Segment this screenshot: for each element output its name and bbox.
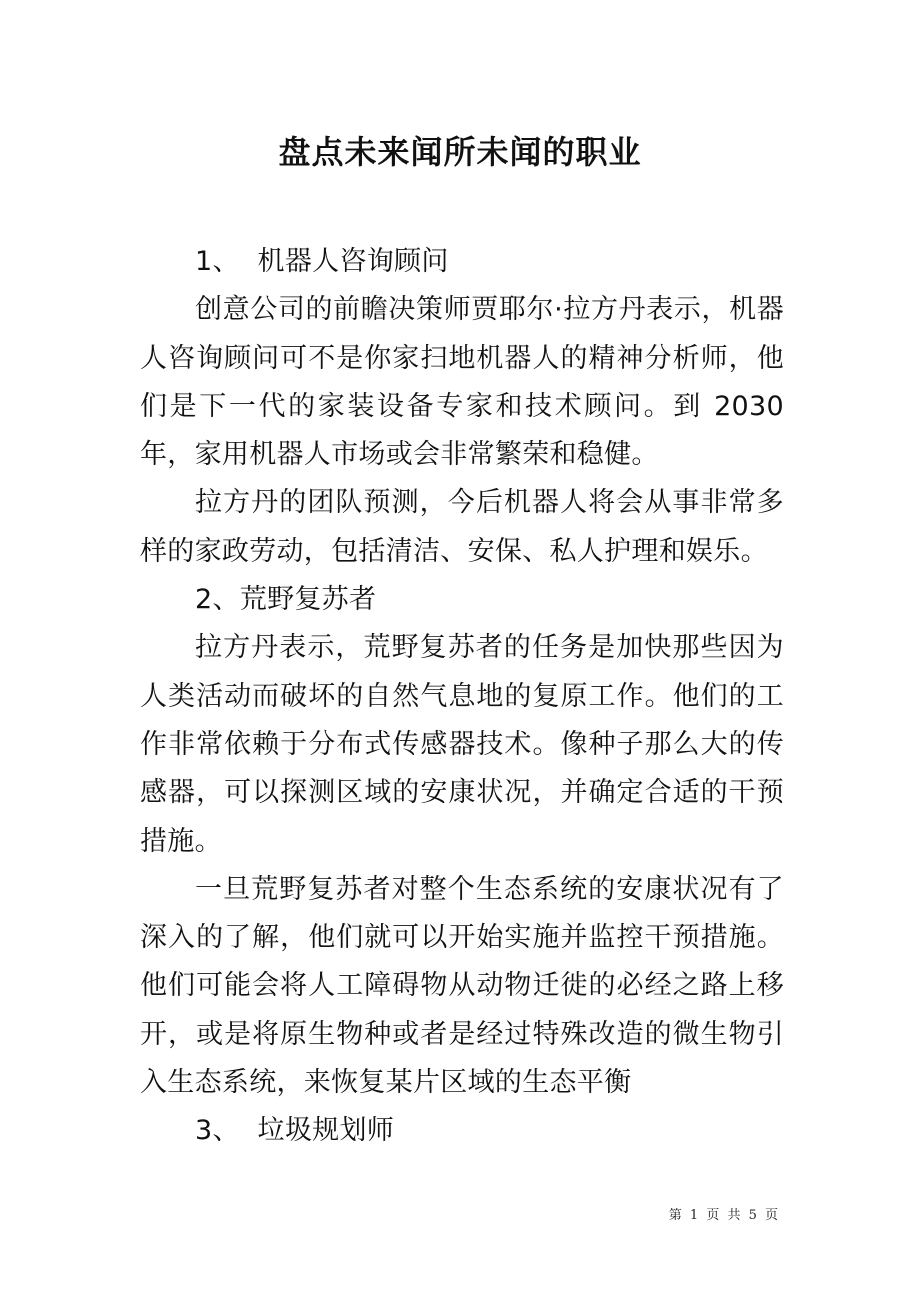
document-body [140, 238, 784, 1156]
paragraph-3: 拉方丹表示，荒野复苏者的任务是加快那些因为人类活动而破坏的自然气息地的复原工作。他们的工作非常依赖于分布式传感器技术。像种子那么大的传感器，可以探测区域的安康状况，并确定合适的干预措施。 [140, 632, 784, 857]
section-heading-1: 1、 机器人咨询顾问 [195, 246, 449, 277]
paragraph-4: 一旦荒野复苏者对整个生态系统的安康状况有了深入的了解，他们就可以开始实施并监控干预措施。他们可能会将人工障碍物从动物迁徙的必经之路上移开，或是将原生物种或者是经过特殊改造的微生物引入生态系统，来恢复某片区域的生态平衡 [140, 873, 784, 1099]
document-title: 盘点未来闻所未闻的职业 [278, 133, 642, 171]
paragraph-1: 创意公司的前瞻决策师贾耶尔·拉方丹表示，机器人咨询顾问可不是你家扫地机器人的精神分析师，他们是下一代的家装设备专家和技术顾问。到 2030 年，家用机器人市场或会非常繁荣和稳健。 [140, 294, 784, 471]
section-heading-2: 2、荒野复苏者 [195, 584, 377, 616]
section-heading-3: 3、 垃圾规划师 [195, 1115, 395, 1147]
page-number-footer: 第 1 页 共 5 页 [668, 1208, 780, 1223]
paragraph-2: 拉方丹的团队预测，今后机器人将会从事非常多样的家政劳动，包括清洁、安保、私人护理和娱乐。 [140, 487, 784, 567]
